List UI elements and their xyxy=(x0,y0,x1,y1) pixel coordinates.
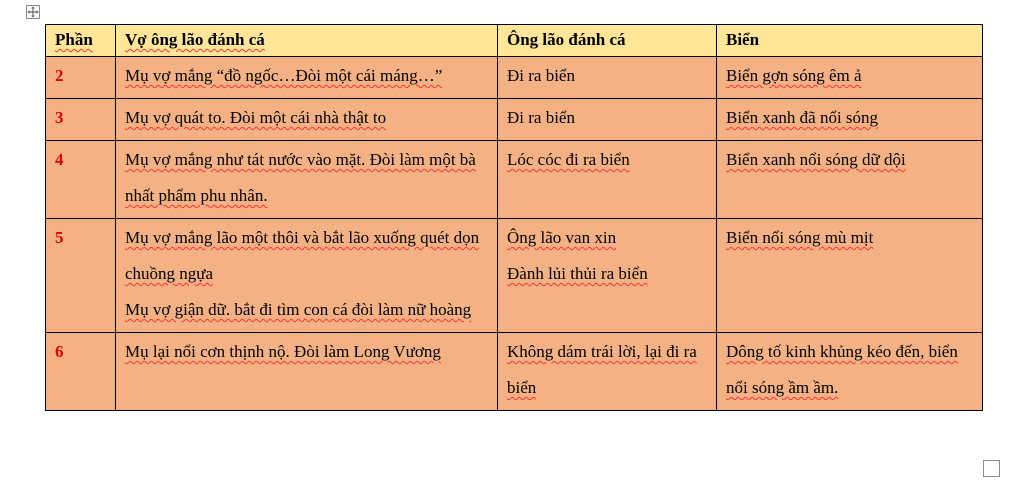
table-row xyxy=(46,141,983,219)
fisherman-cell[interactable]: Ông lão van xin Đành lủi thủi ra biển xyxy=(498,219,717,333)
fisherman-cell[interactable]: Đi ra biển xyxy=(498,99,717,141)
table-header-row xyxy=(46,25,983,57)
part-number-cell[interactable]: 5 xyxy=(46,219,116,333)
fisherman-cell[interactable]: Đi ra biển xyxy=(498,57,717,99)
header-fisherman[interactable]: Ông lão đánh cá xyxy=(498,25,717,57)
sea-cell[interactable]: Biển xanh đã nổi sóng xyxy=(717,99,983,141)
sea-cell[interactable]: Biển gợn sóng êm ả xyxy=(717,57,983,99)
part-number-cell[interactable]: 6 xyxy=(46,333,116,411)
table-move-handle-icon[interactable] xyxy=(26,5,40,19)
wife-cell[interactable]: Mụ vợ mắng lão một thôi và bắt lão xuống quét dọn chuồng ngựa Mụ vợ giận dữ. bắt đi tìm con cá đòi làm nữ hoàng xyxy=(116,219,498,333)
table-row xyxy=(46,99,983,141)
part-number-cell[interactable]: 2 xyxy=(46,57,116,99)
part-number-cell[interactable]: 3 xyxy=(46,99,116,141)
wife-cell[interactable]: Mụ lại nổi cơn thịnh nộ. Đòi làm Long Vương xyxy=(116,333,498,411)
wife-cell[interactable]: Mụ vợ quát to. Đòi một cái nhà thật to xyxy=(116,99,498,141)
header-part[interactable]: Phần xyxy=(46,25,116,57)
fisherman-cell[interactable]: Không dám trái lời, lại đi ra biển xyxy=(498,333,717,411)
sea-cell[interactable]: Biển nổi sóng mù mịt xyxy=(717,219,983,333)
wife-cell[interactable]: Mụ vợ mắng “đồ ngốc…Đòi một cái máng…” xyxy=(116,57,498,99)
fisherman-cell[interactable]: Lóc cóc đi ra biển xyxy=(498,141,717,219)
wife-cell[interactable]: Mụ vợ mắng như tát nước vào mặt. Đòi làm một bà nhất phẩm phu nhân. xyxy=(116,141,498,219)
part-number-cell[interactable]: 4 xyxy=(46,141,116,219)
header-wife[interactable]: Vợ ông lão đánh cá xyxy=(116,25,498,57)
table-row xyxy=(46,333,983,411)
story-table xyxy=(45,24,983,411)
table-row xyxy=(46,219,983,333)
sea-cell[interactable]: Biển xanh nổi sóng dữ dội xyxy=(717,141,983,219)
table-resize-handle[interactable] xyxy=(983,460,1000,477)
table-row xyxy=(46,57,983,99)
sea-cell[interactable]: Dông tố kinh khủng kéo đến, biển nổi sóng ầm ầm. xyxy=(717,333,983,411)
header-sea[interactable]: Biển xyxy=(717,25,983,57)
